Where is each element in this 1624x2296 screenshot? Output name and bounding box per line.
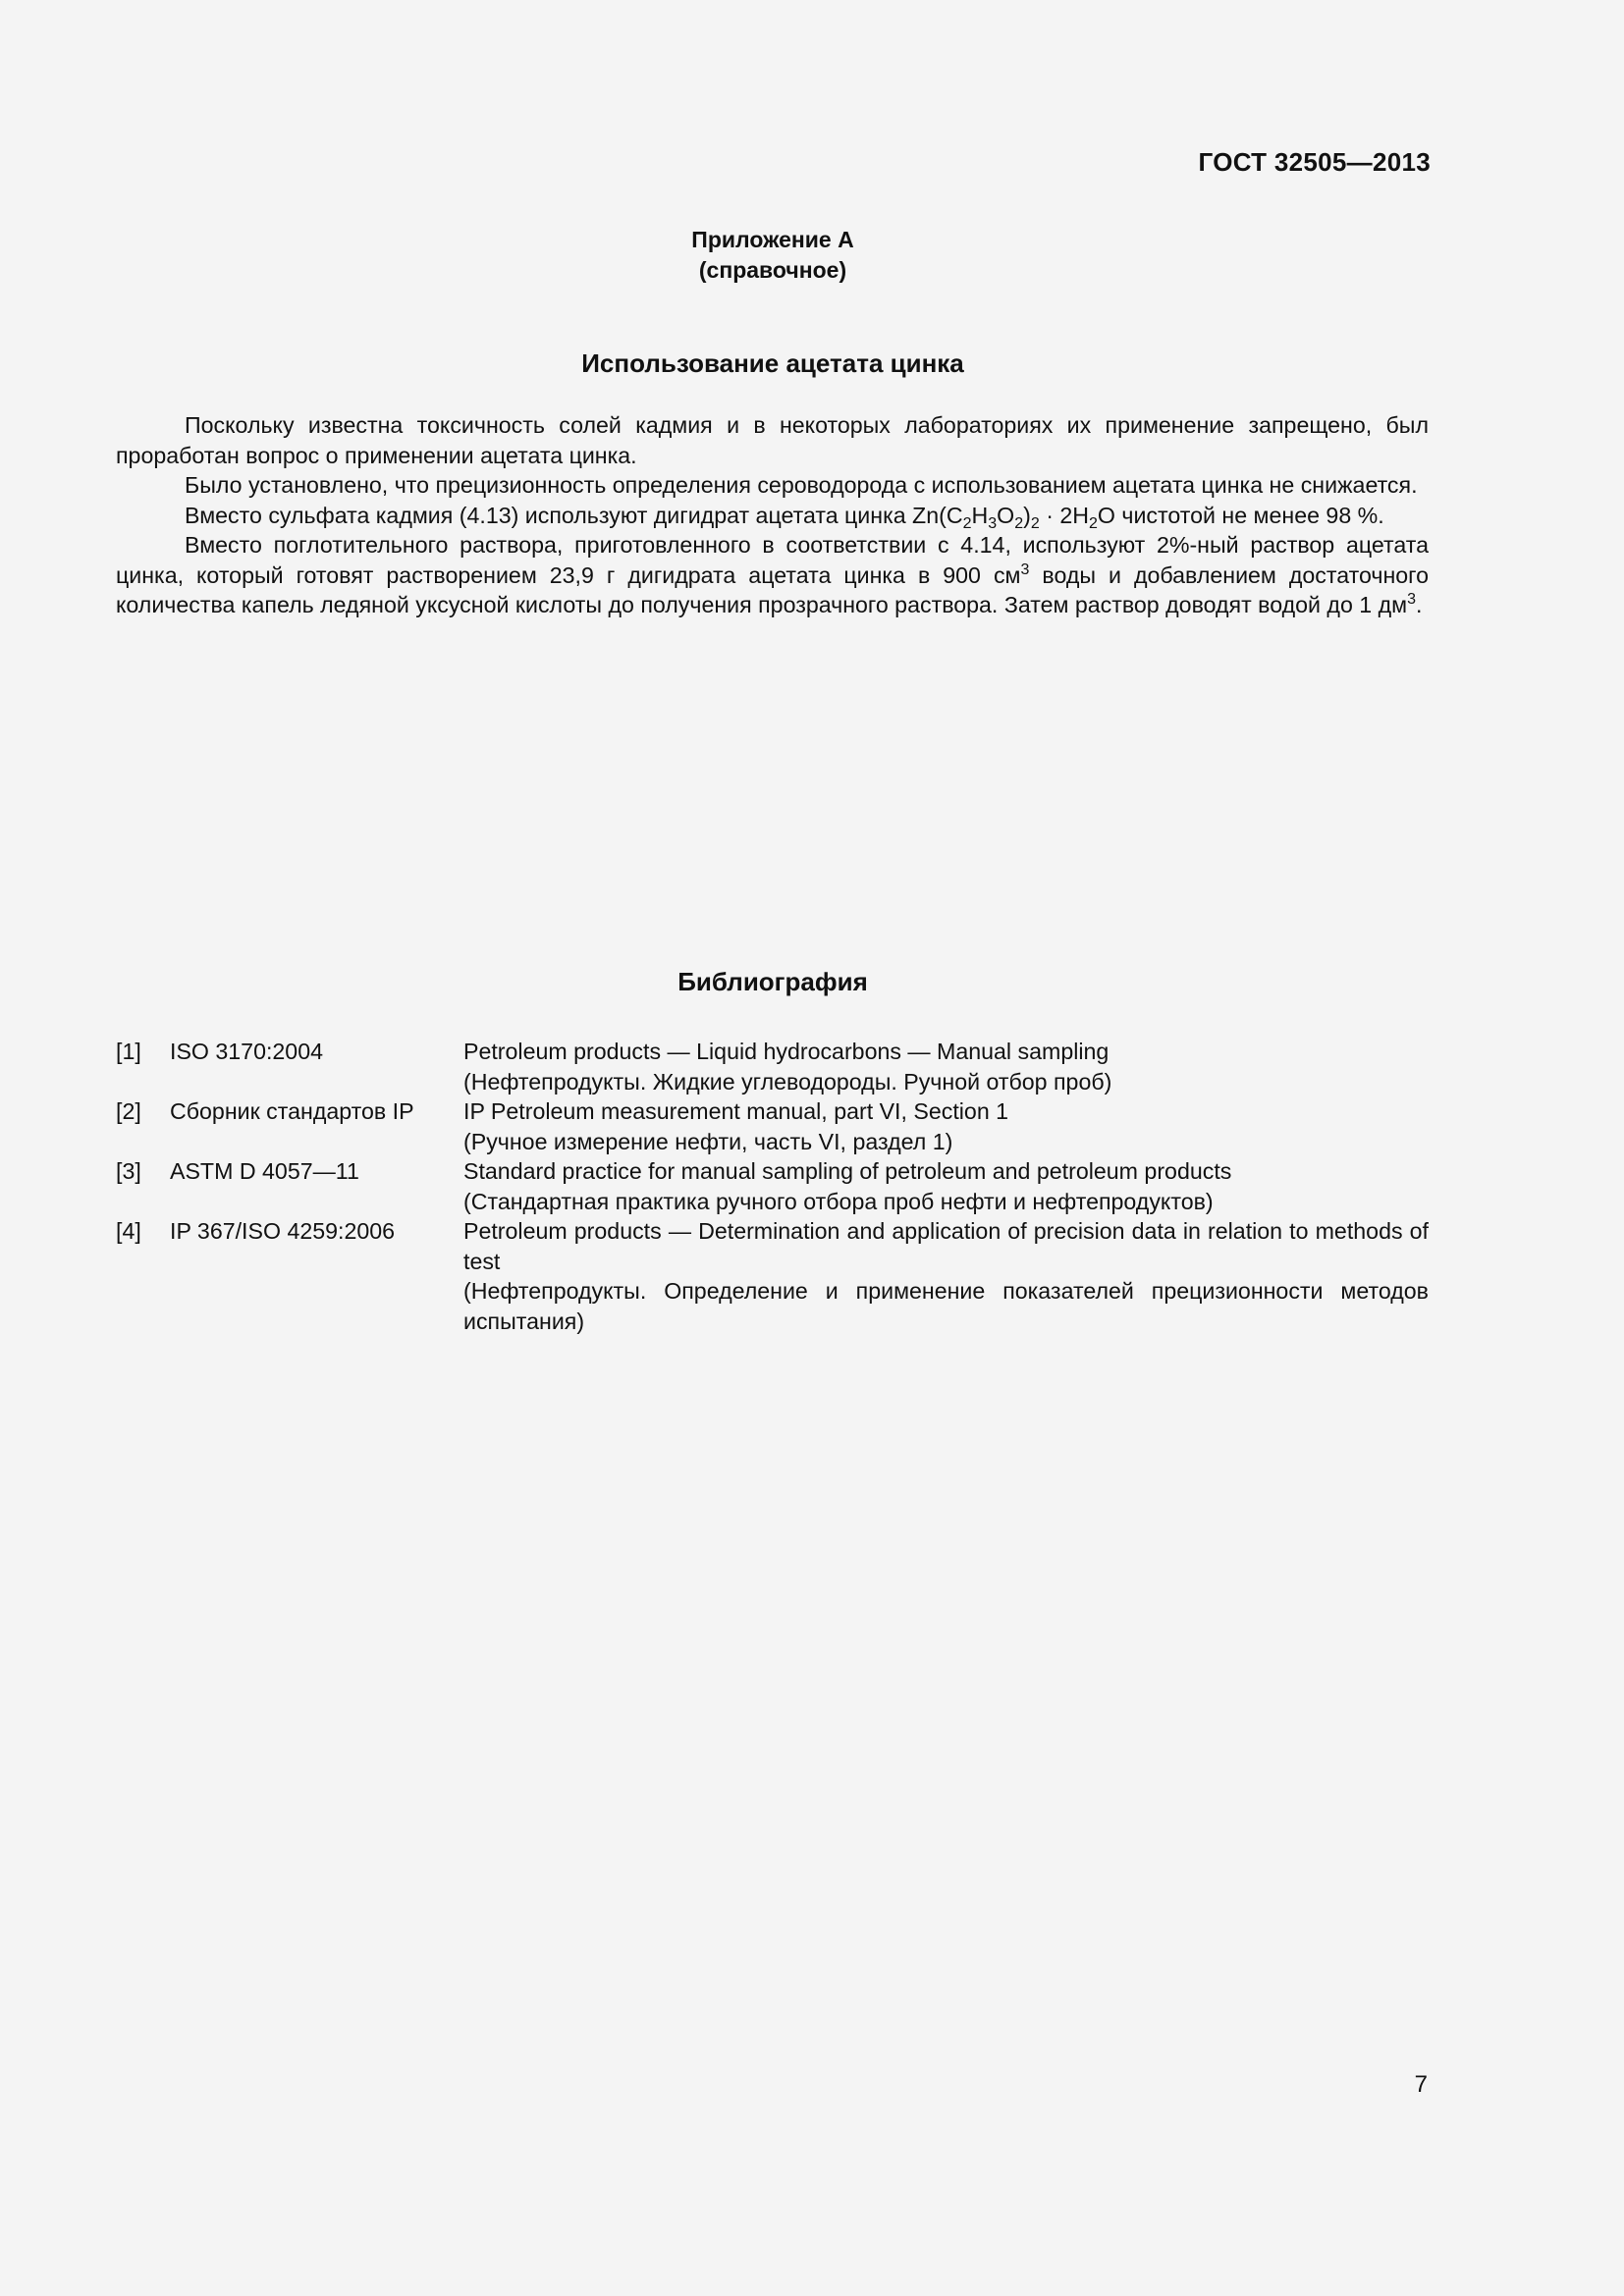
- paragraph-2: Было установлено, что прецизионность определения сероводорода с использованием ацетата цинка не снижается.: [185, 472, 1418, 498]
- zinc-acetate-text: [116, 410, 1429, 620]
- entry-title: Petroleum products — Determination and application of precision data in relation to methods of test: [463, 1218, 1429, 1274]
- entry-standard-code: ASTM D 4057—11: [170, 1158, 359, 1184]
- entry-title: Petroleum products — Liquid hydrocarbons — Manual sampling: [463, 1039, 1110, 1064]
- paragraph-1: Поскольку известна токсичность солей кадмия и в некоторых лабораториях их применение запрещено, был проработан вопрос о применении ацетата цинка.: [116, 412, 1429, 468]
- page-number: 7: [1414, 2071, 1428, 2098]
- bibliography-entry: [116, 1156, 1429, 1216]
- entry-number: [4]: [116, 1218, 141, 1244]
- entry-translation: (Нефтепродукты. Жидкие углеводороды. Ручной отбор проб): [463, 1068, 1112, 1095]
- entry-number: [3]: [116, 1158, 141, 1184]
- entry-translation: (Ручное измерение нефти, часть VI, раздел 1): [463, 1128, 953, 1154]
- bibliography-list: [116, 1037, 1429, 1336]
- entry-translation: (Нефтепродукты. Определение и применение показателей прецизионности методов испытания): [463, 1278, 1429, 1334]
- appendix-title: Приложение А: [691, 227, 854, 252]
- entry-title: Standard practice for manual sampling of petroleum and petroleum products: [463, 1158, 1232, 1184]
- entry-standard-code: ISO 3170:2004: [170, 1039, 323, 1064]
- paragraph-4: Вместо поглотительного раствора, приготовленного в соответствии с 4.14, используют 2%-ный раствор ацетата цинка, который готовят растворением 23,9 г дигидрата ацетата цинка в 900 $см^3$ воды и добавлением достаточного количества капель ледяной уксусной кислоты до получения прозрачного раствора. Затем раствор доводят водой до 1 $дм^3$.: [116, 532, 1429, 617]
- section-heading-zinc-acetate: Использование ацетата цинка: [581, 348, 964, 378]
- entry-title: IP Petroleum measurement manual, part VI, Section 1: [463, 1098, 1009, 1124]
- entry-number: [2]: [116, 1098, 141, 1124]
- bibliography-entry: [116, 1037, 1429, 1096]
- entry-description: [463, 1096, 1429, 1156]
- appendix-subtitle: (справочное): [698, 257, 847, 283]
- entry-description: [463, 1156, 1429, 1216]
- bibliography-entry: [116, 1216, 1429, 1336]
- appendix-label: [0, 225, 1545, 286]
- bibliography-entry: [116, 1096, 1429, 1156]
- entry-standard-code: IP 367/ISO 4259:2006: [170, 1218, 396, 1244]
- paragraph-3-formula: Вместо сульфата кадмия (4.13) используют дигидрат ацетата цинка $Zn(C_2H_3O_2)_2 \cdot 2H_2O$ чистотой не менее 98 %.: [185, 502, 1384, 532]
- entry-translation: (Стандартная практика ручного отбора проб нефти и нефтепродуктов): [463, 1188, 1214, 1214]
- entry-number: [1]: [116, 1039, 141, 1064]
- entry-standard-code: Сборник стандартов IP: [170, 1098, 414, 1124]
- bibliography-heading: Библиография: [677, 967, 868, 996]
- document-code: ГОСТ 32505—2013: [1198, 147, 1431, 177]
- entry-description: [463, 1216, 1429, 1336]
- entry-description: [463, 1037, 1429, 1096]
